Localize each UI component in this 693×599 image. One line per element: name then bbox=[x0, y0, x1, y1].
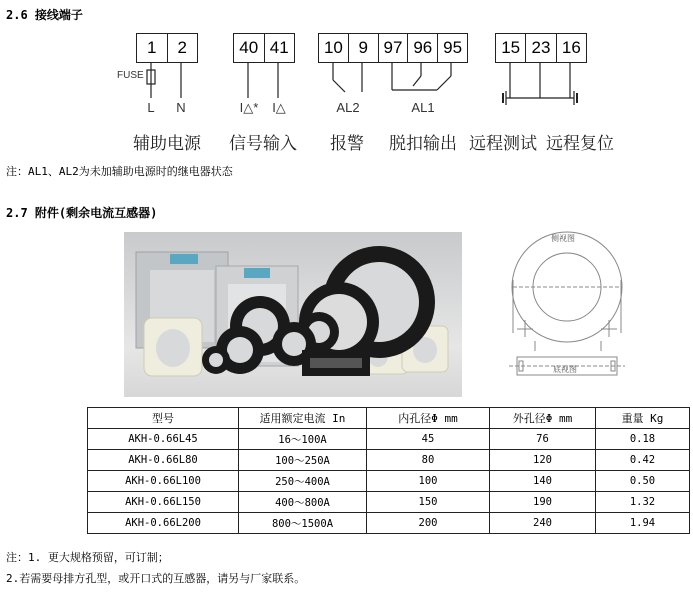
terminal-15: 15 bbox=[496, 34, 526, 62]
header-model: 型号 bbox=[88, 408, 239, 429]
table-row bbox=[88, 492, 690, 513]
terminal-2: 2 bbox=[177, 38, 187, 57]
cell-weight: 0.50 bbox=[596, 471, 690, 492]
cell-inner: 45 bbox=[367, 429, 490, 450]
cell-inner: 200 bbox=[367, 513, 490, 534]
sublabel-i-delta: I△ bbox=[272, 100, 286, 115]
sublabel-al2: AL2 bbox=[336, 100, 360, 115]
cell-model: AKH-0.66L80 bbox=[88, 450, 239, 471]
cell-outer: 190 bbox=[490, 492, 596, 513]
label-remote-test: 远程测试 bbox=[469, 134, 537, 154]
relay-state-note: 注：AL1、AL2为未加辅助电源时的继电器状态 bbox=[6, 165, 233, 178]
terminal-95: 95 bbox=[443, 38, 463, 57]
table-row bbox=[88, 429, 690, 450]
terminal-96: 96 bbox=[408, 34, 438, 62]
table-row bbox=[88, 513, 690, 534]
cell-inner: 150 bbox=[367, 492, 490, 513]
cell-outer: 240 bbox=[490, 513, 596, 534]
sublabel-l: L bbox=[147, 100, 155, 115]
sublabel-i-delta-star: I△* bbox=[239, 100, 259, 115]
cell-model: AKH-0.66L100 bbox=[88, 471, 239, 492]
footnote-1: 注：1. 更大规格预留，可订制； bbox=[6, 551, 169, 564]
footnote-2: 2.若需要母排方孔型，或开口式的互感器，请另与厂家联系。 bbox=[6, 572, 306, 585]
cell-current: 16～100A bbox=[239, 429, 367, 450]
cell-current: 250～400A bbox=[239, 471, 367, 492]
terminal-1: 1 bbox=[137, 34, 168, 62]
cell-outer: 76 bbox=[490, 429, 596, 450]
label-signal-input: 信号输入 bbox=[229, 134, 297, 154]
terminal-9: 9 bbox=[349, 34, 379, 62]
label-aux-power: 辅助电源 bbox=[133, 134, 201, 154]
terminal-23: 23 bbox=[526, 34, 556, 62]
header-inner-diameter: 内孔径Φ mm bbox=[367, 408, 490, 429]
section-heading-accessories: 2.7 附件(剩余电流互感器) bbox=[6, 206, 158, 220]
cell-weight: 1.32 bbox=[596, 492, 690, 513]
cell-outer: 140 bbox=[490, 471, 596, 492]
bottom-view-label: 底视图 bbox=[553, 365, 577, 374]
terminal-16: 16 bbox=[561, 38, 581, 57]
label-alarm: 报警 bbox=[330, 134, 364, 154]
product-photo bbox=[124, 232, 462, 397]
table-row bbox=[88, 450, 690, 471]
terminal-10: 10 bbox=[319, 34, 349, 62]
cell-model: AKH-0.66L45 bbox=[88, 429, 239, 450]
sublabel-al1: AL1 bbox=[411, 100, 435, 115]
current-transformer-illustration bbox=[124, 232, 462, 397]
header-rated-current: 适用额定电流 In bbox=[239, 408, 367, 429]
cell-model: AKH-0.66L200 bbox=[88, 513, 239, 534]
header-weight: 重量 Kg bbox=[596, 408, 690, 429]
cell-current: 400～800A bbox=[239, 492, 367, 513]
terminal-41: 41 bbox=[269, 38, 289, 57]
cell-outer: 120 bbox=[490, 450, 596, 471]
table-row bbox=[88, 471, 690, 492]
table-header-row bbox=[88, 408, 690, 429]
cell-weight: 0.18 bbox=[596, 429, 690, 450]
cell-inner: 80 bbox=[367, 450, 490, 471]
cell-current: 100～250A bbox=[239, 450, 367, 471]
section-heading-terminals: 2.6 接线端子 bbox=[6, 8, 83, 22]
header-outer-diameter: 外孔径Φ mm bbox=[490, 408, 596, 429]
side-view-label: 侧视图 bbox=[551, 234, 575, 243]
terminal-40: 40 bbox=[234, 34, 265, 62]
cell-model: AKH-0.66L150 bbox=[88, 492, 239, 513]
cell-inner: 100 bbox=[367, 471, 490, 492]
label-trip-output: 脱扣输出 bbox=[389, 134, 457, 154]
cell-current: 800～1500A bbox=[239, 513, 367, 534]
label-remote-reset: 远程复位 bbox=[546, 134, 614, 154]
terminal-97: 97 bbox=[379, 34, 409, 62]
cell-weight: 0.42 bbox=[596, 450, 690, 471]
cell-weight: 1.94 bbox=[596, 513, 690, 534]
sublabel-n: N bbox=[176, 100, 186, 115]
fuse-label: FUSE bbox=[117, 70, 144, 81]
terminal-diagram bbox=[0, 0, 693, 160]
spec-table bbox=[87, 407, 690, 534]
